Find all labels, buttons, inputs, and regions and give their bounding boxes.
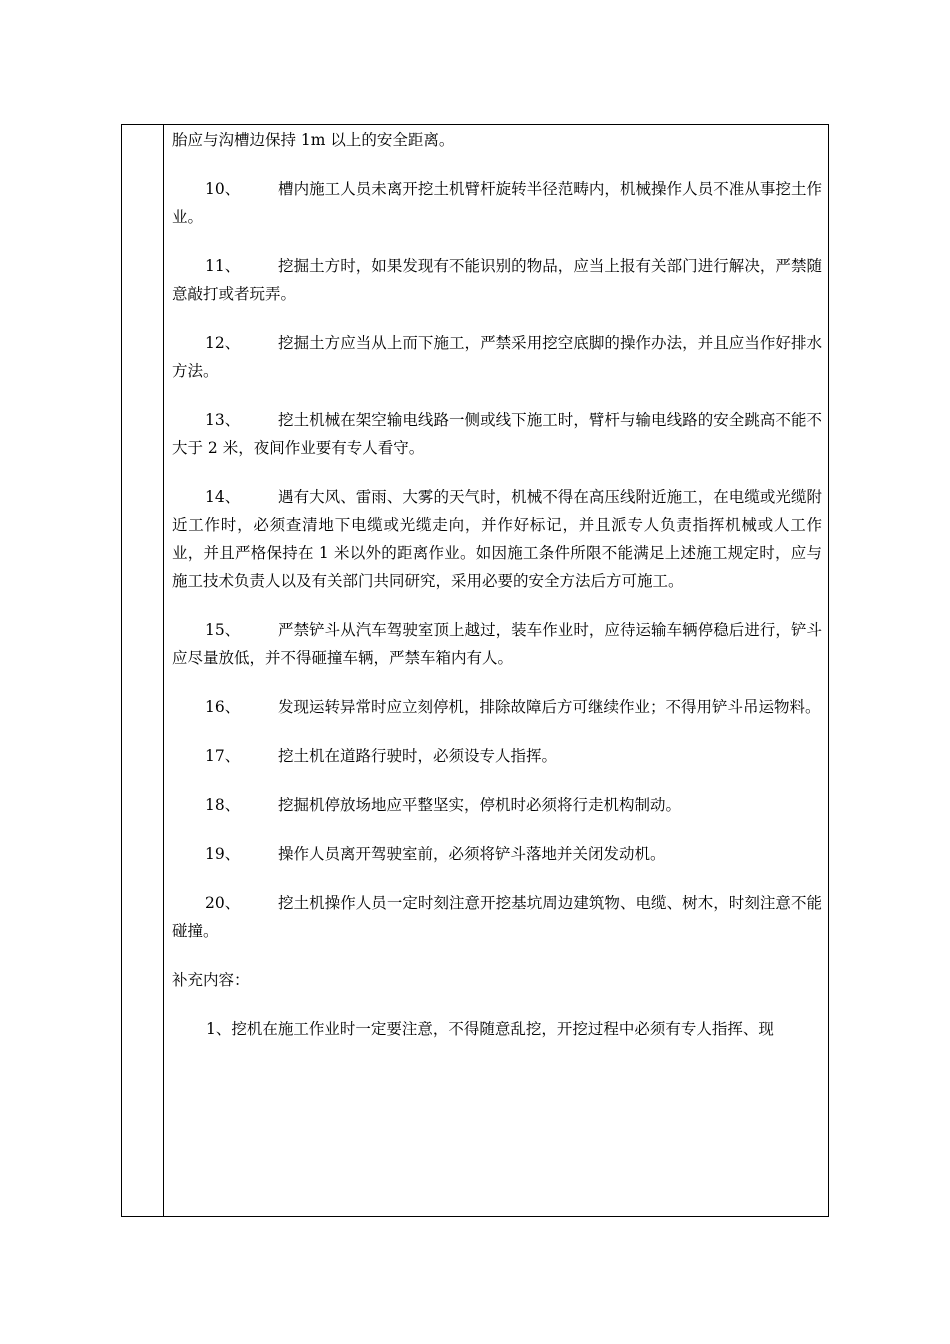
rule-text: 挖土机在道路行驶时，必须设专人指挥。: [278, 747, 558, 765]
rule-16: [172, 693, 822, 721]
rule-11: [172, 252, 822, 308]
rule-number: 17、: [205, 747, 241, 765]
rule-number: 20、: [205, 894, 241, 912]
rule-12: [172, 329, 822, 385]
rule-13: [172, 406, 822, 462]
rule-19: [172, 840, 822, 868]
rule-text: 挖掘土方应当从上而下施工，严禁采用挖空底脚的操作办法，并且应当作好排水方法。: [172, 334, 822, 380]
rule-number: 14、: [205, 488, 241, 506]
rule-text: 发现运转异常时应立刻停机，排除故障后方可继续作业；不得用铲斗吊运物料。: [278, 698, 821, 716]
rule-number: 10、: [205, 180, 241, 198]
supplement-item-1: 1、挖机在施工作业时一定要注意，不得随意乱挖，开挖过程中必须有专人指挥、现: [206, 1020, 774, 1038]
rule-20: [172, 889, 822, 945]
rule-text: 挖掘土方时，如果发现有不能识别的物品，应当上报有关部门进行解决，严禁随意敲打或者玩弄。: [172, 257, 822, 303]
rule-18: [172, 791, 822, 819]
column-divider: [163, 124, 164, 1217]
rule-text: 操作人员离开驾驶室前，必须将铲斗落地并关闭发动机。: [278, 845, 666, 863]
rule-text: 严禁铲斗从汽车驾驶室顶上越过，装车作业时，应待运输车辆停稳后进行，铲斗应尽量放低，并不得砸撞车辆，严禁车箱内有人。: [172, 621, 822, 667]
rule-number: 18、: [205, 796, 241, 814]
rule-14: [172, 483, 822, 595]
rule-number: 11、: [205, 257, 241, 275]
rule-number: 15、: [205, 621, 241, 639]
rule-text: 挖土机操作人员一定时刻注意开挖基坑周边建筑物、电缆、树木，时刻注意不能碰撞。: [172, 894, 822, 940]
continued-paragraph: 胎应与沟槽边保持 1m 以上的安全距离。: [172, 131, 455, 149]
rule-number: 16、: [205, 698, 241, 716]
rule-17: [172, 742, 822, 770]
rule-text: 遇有大风、雷雨、大雾的天气时，机械不得在高压线附近施工，在电缆或光缆附近工作时，必须查清地下电缆或光缆走向，并作好标记，并且派专人负责指挥机械或人工作业，并且严格保持在 1 米以外的距离作业。如因施工条件所限不能满足上述施工规定时，应与施工技术负责人以及有关部门共同研究，采用必要的安全方法后方可施工。: [172, 488, 822, 590]
rule-15: [172, 616, 822, 672]
table-content-cell: [172, 126, 822, 1064]
rule-number: 12、: [205, 334, 241, 352]
rule-10: [172, 175, 822, 231]
supplement-heading: 补充内容：: [172, 971, 250, 989]
rule-text: 挖土机械在架空输电线路一侧或线下施工时，臂杆与输电线路的安全跳高不能不大于 2 米，夜间作业要有专人看守。: [172, 411, 822, 457]
rule-number: 19、: [205, 845, 241, 863]
rule-text: 槽内施工人员未离开挖土机臂杆旋转半径范畴内，机械操作人员不准从事挖土作业。: [172, 180, 822, 226]
rule-number: 13、: [205, 411, 241, 429]
rule-text: 挖掘机停放场地应平整坚实，停机时必须将行走机构制动。: [278, 796, 682, 814]
